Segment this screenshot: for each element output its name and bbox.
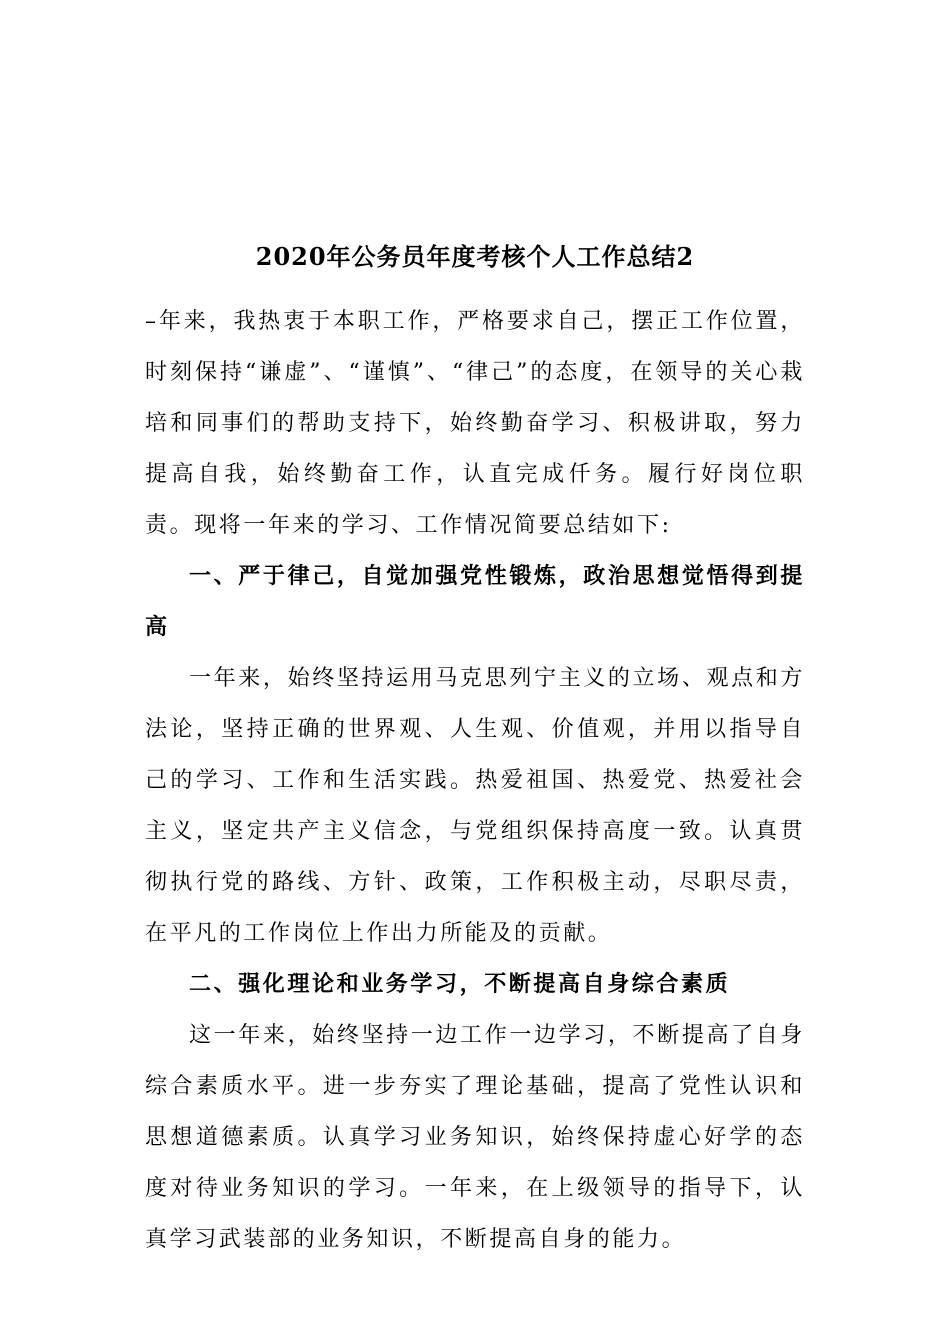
section-paragraph-1: 一年来，始终坚持运用马克思列宁主义的立场、观点和方法论，坚持正确的世界观、人生观、价值观，并用以指导自己的学习、工作和生活实践。热爱祖国、热爱党、热爱社会主义，坚定共产主义信念，与党组织保持高度一致。认真贯彻执行党的路线、方针、政策，工作积极主动，尽职尽责，在平凡的工作岗位上作出力所能及的贡献。 xyxy=(145,666,805,946)
document-body xyxy=(145,296,805,1265)
section-heading-1: 一、严于律己，自觉加强党性锻炼，政治思想觉悟得到提高 xyxy=(145,563,805,640)
section-heading-2: 二、强化理论和业务学习，不断提高自身综合素质 xyxy=(189,971,731,997)
document-title: 2020年公务员年度考核个人工作总结2 xyxy=(255,242,695,271)
intro-paragraph: –年来，我热衷于本职工作，严格要求自己，摆正工作位置，时刻保持“谦虚”、“谨慎”、“律己”的态度，在领导的关心栽培和同事们的帮助支持下，始终勤奋学习、积极讲取，努力提高自我，始终勤奋工作，认直完成仟务。履行好岗位职责。现将一年来的学习、工作情况简要总结如下: xyxy=(145,309,805,538)
section-paragraph-2: 这一年来，始终坚持一边工作一边学习，不断提高了自身综合素质水平。进一步夯实了理论基础，提高了党性认识和思想道德素质。认真学习业务知识，始终保持虚心好学的态度对待业务知识的学习。一年来，在上级领导的指导下，认真学习武装部的业务知识，不断提高自身的能力。 xyxy=(145,1023,805,1252)
